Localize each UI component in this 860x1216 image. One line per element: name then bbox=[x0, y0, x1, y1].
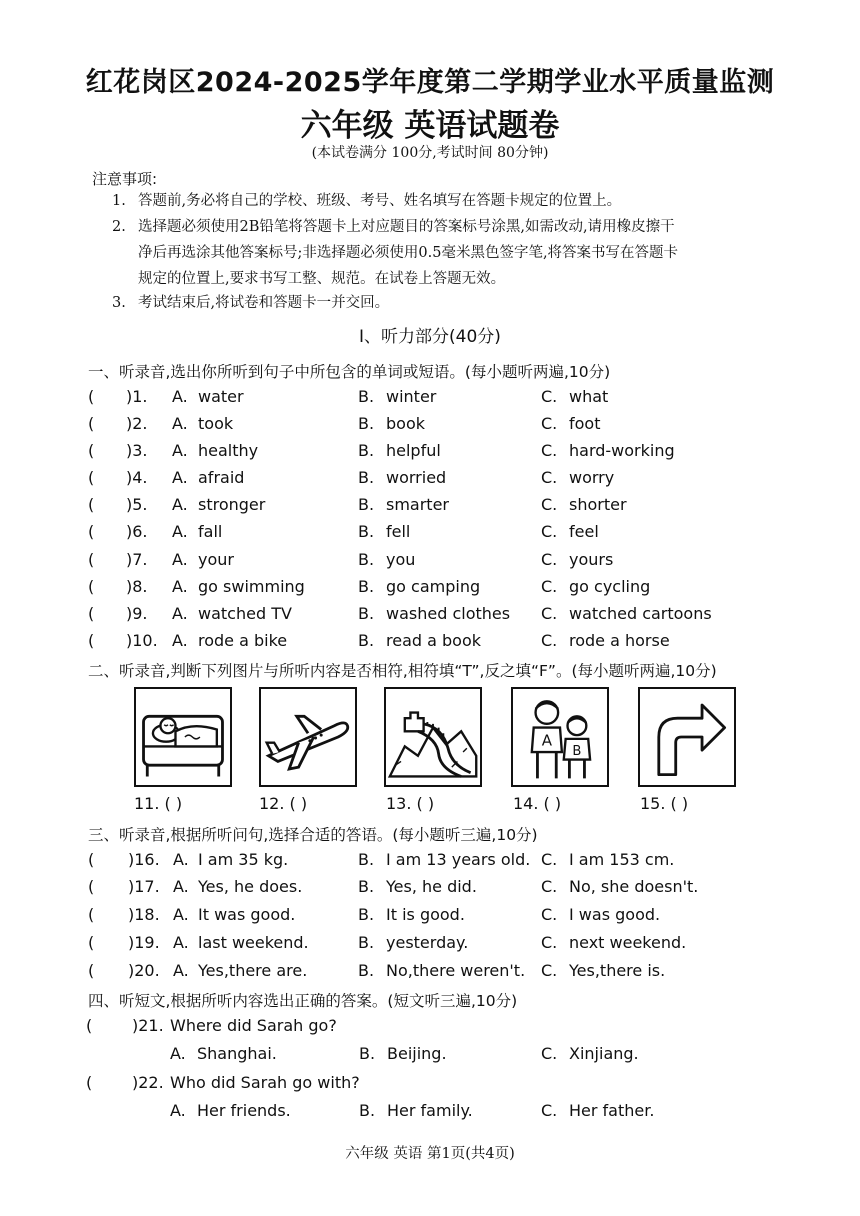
part1-title: 一、听录音,选出你所听到句子中所包含的单词或短语。(每小题听两遍,10分) bbox=[88, 363, 611, 381]
picture-answer-14[interactable]: 14. ( ) bbox=[513, 794, 562, 813]
option-b: Her family. bbox=[387, 1101, 473, 1120]
picture-two-boys bbox=[511, 687, 609, 787]
question-paren: ( bbox=[86, 1016, 93, 1035]
picture-answer-15[interactable]: 15. ( ) bbox=[640, 794, 689, 813]
two-boys-icon bbox=[513, 689, 607, 785]
picture-answer-11[interactable]: 11. ( ) bbox=[134, 794, 183, 813]
question-stem: Who did Sarah go with? bbox=[170, 1073, 360, 1092]
note-item: 2. 选择题必须使用2B铅笔将答题卡上对应题目的答案标号涂黑,如需改动,请用橡皮擦干 净后再选涂其他答案标号;非选择题必须使用0.5毫米黑色签字笔,将答案书写在答题卡 规定的位置上,要求书写工整、规范。在试卷上答题无效。 bbox=[112, 219, 679, 287]
exam-title: 红花岗区2024-2025学年度第二学期学业水平质量监测 bbox=[85, 67, 775, 98]
section-heading: Ⅰ、听力部分(40分) bbox=[359, 327, 501, 347]
turn-right-arrow-icon bbox=[640, 689, 734, 785]
note-item: 3. 考试结束后,将试卷和答题卡一并交回。 bbox=[112, 295, 390, 311]
question-row: ( )9. A. watched TV B. washed clothes C. watched cartoons bbox=[88, 604, 712, 623]
shirt-letter-a: A bbox=[541, 731, 552, 750]
question-row: ( )19. A. last weekend. B. yesterday. C. next weekend. bbox=[88, 933, 687, 952]
question-paren: ( bbox=[86, 1073, 93, 1092]
option-b: Beijing. bbox=[387, 1044, 447, 1063]
question-row: ( )1. A. water B. winter C. what bbox=[88, 387, 609, 406]
part3-title: 三、听录音,根据所听问句,选择合适的答语。(每小题听三遍,10分) bbox=[88, 826, 538, 844]
question-stem: Where did Sarah go? bbox=[170, 1016, 337, 1035]
picture-sleeping-in-bed bbox=[134, 687, 232, 787]
shirt-letter-b: B bbox=[572, 743, 582, 759]
picture-answer-12[interactable]: 12. ( ) bbox=[259, 794, 308, 813]
question-row: ( )6. A. fall B. fell C. feel bbox=[88, 522, 599, 541]
airplane-icon bbox=[261, 689, 355, 785]
question-row: ( )10. A. rode a bike B. read a book C. rode a horse bbox=[88, 631, 670, 650]
option-c: Her father. bbox=[569, 1101, 655, 1120]
question-row: ( )5. A. stronger B. smarter C. shorter bbox=[88, 495, 627, 514]
option-a: Shanghai. bbox=[197, 1044, 277, 1063]
exam-subject-title: 六年级 英语试题卷 bbox=[300, 108, 560, 144]
question-row: ( )18. A. It was good. B. It is good. C. I was good. bbox=[88, 905, 661, 924]
picture-airplane bbox=[259, 687, 357, 787]
exam-page: 红花岗区2024-2025学年度第二学期学业水平质量监测 六年级 英语试题卷 (本试卷满分 100分,考试时间 80分钟) 注意事项: 1. 答题前,务必将自己的学校、班级、考号、姓名填写在答题卡规定的位置上。 2. 选择题必须使用2B铅笔将答题卡上对应题目的答案标号涂黑,如需改动,请用橡皮擦干 净后再选涂其他答案标号;非选择题必须使用0.5毫米黑色签字笔,将答案书写在答题卡 规定的位置上,要求书写工整、规范。在试卷上答题无效。 3. 考试结束后,将试卷和答题卡一并交回。 Ⅰ、听力部分(40分) 一、听录音,选出你所听到句子中所包含的单词或短语。(每小题听两遍,10分) ( )1. A. water B. winter C. what ( )2. A. took B. book C. foot ( )3. A. healthy B. helpful C. hard-working ( )4. A. afraid B. worried C. worry ( )5. A. stronger B. smarter C. shorter ( )6. A. fall B. fell C. feel ( )7. A. your B. you C. yours ( )8. A. go swimming B. go camping C. go cycling ( )9. A. watched TV B. washed clothes C. watched cartoons ( )10. A. rode a bike B. read a book C. rode a horse 二、听录音,判断下列图片与所听内容是否相符,相符填“T”,反之填“F”。(每小题听两遍,10分) A B 11. ( ) 12. ( ) 13. ( ) 14. ( ) 15. ( ) 三、听录音,根据所听问句,选择合适的答语。(每小题听三遍,10分) ( )16. A. I am 35 kg. B. I am 13 years old. C. I am 153 cm. ( )17. A. Yes, he does. B. Yes, he did. C. No, she doesn't. ( )18. A. It was good. B. It is good. C. I was good. ( )19. A. last weekend. B. yesterday. C. next weekend. ( )20. A. Yes,there are. B. No,there weren't. C. Yes,there is. 四、听短文,根据所听内容选出正确的答案。(短文听三遍,10分) ( )21. Where did Sarah go? A. Shanghai. B. Beijing. C. Xinjiang. ( )22. Who did Sarah go with? A. Her friends. B. Her family. C. Her father. 六年级 英语 第1页(共4页) bbox=[0, 0, 860, 1216]
question-row: ( )2. A. took B. book C. foot bbox=[88, 414, 601, 433]
notes-title: 注意事项: bbox=[92, 170, 158, 188]
picture-turn-right bbox=[638, 687, 736, 787]
question-row: ( )16. A. I am 35 kg. B. I am 13 years old. C. I am 153 cm. bbox=[88, 850, 675, 869]
note-item: 1. 答题前,务必将自己的学校、班级、考号、姓名填写在答题卡规定的位置上。 bbox=[112, 193, 622, 209]
great-wall-icon bbox=[386, 689, 480, 785]
option-a: Her friends. bbox=[197, 1101, 291, 1120]
page-footer: 六年级 英语 第1页(共4页) bbox=[345, 1146, 515, 1162]
question-row: ( )8. A. go swimming B. go camping C. go cycling bbox=[88, 577, 651, 596]
picture-answer-13[interactable]: 13. ( ) bbox=[386, 794, 435, 813]
question-row: ( )4. A. afraid B. worried C. worry bbox=[88, 468, 615, 487]
question-row: ( )20. A. Yes,there are. B. No,there weren't. C. Yes,there is. bbox=[88, 961, 666, 980]
option-c: Xinjiang. bbox=[569, 1044, 639, 1063]
question-row: ( )7. A. your B. you C. yours bbox=[88, 550, 614, 569]
question-number: )22. bbox=[132, 1073, 164, 1092]
exam-info: (本试卷满分 100分,考试时间 80分钟) bbox=[311, 145, 549, 161]
question-row: ( )17. A. Yes, he does. B. Yes, he did. C. No, she doesn't. bbox=[88, 877, 699, 896]
question-row: ( )3. A. healthy B. helpful C. hard-working bbox=[88, 441, 675, 460]
part4-title: 四、听短文,根据所听内容选出正确的答案。(短文听三遍,10分) bbox=[88, 992, 518, 1010]
sleeping-in-bed-icon bbox=[136, 689, 230, 785]
picture-great-wall bbox=[384, 687, 482, 787]
part2-title: 二、听录音,判断下列图片与所听内容是否相符,相符填“T”,反之填“F”。(每小题听两遍,10分) bbox=[88, 662, 717, 680]
question-number: )21. bbox=[132, 1016, 164, 1035]
